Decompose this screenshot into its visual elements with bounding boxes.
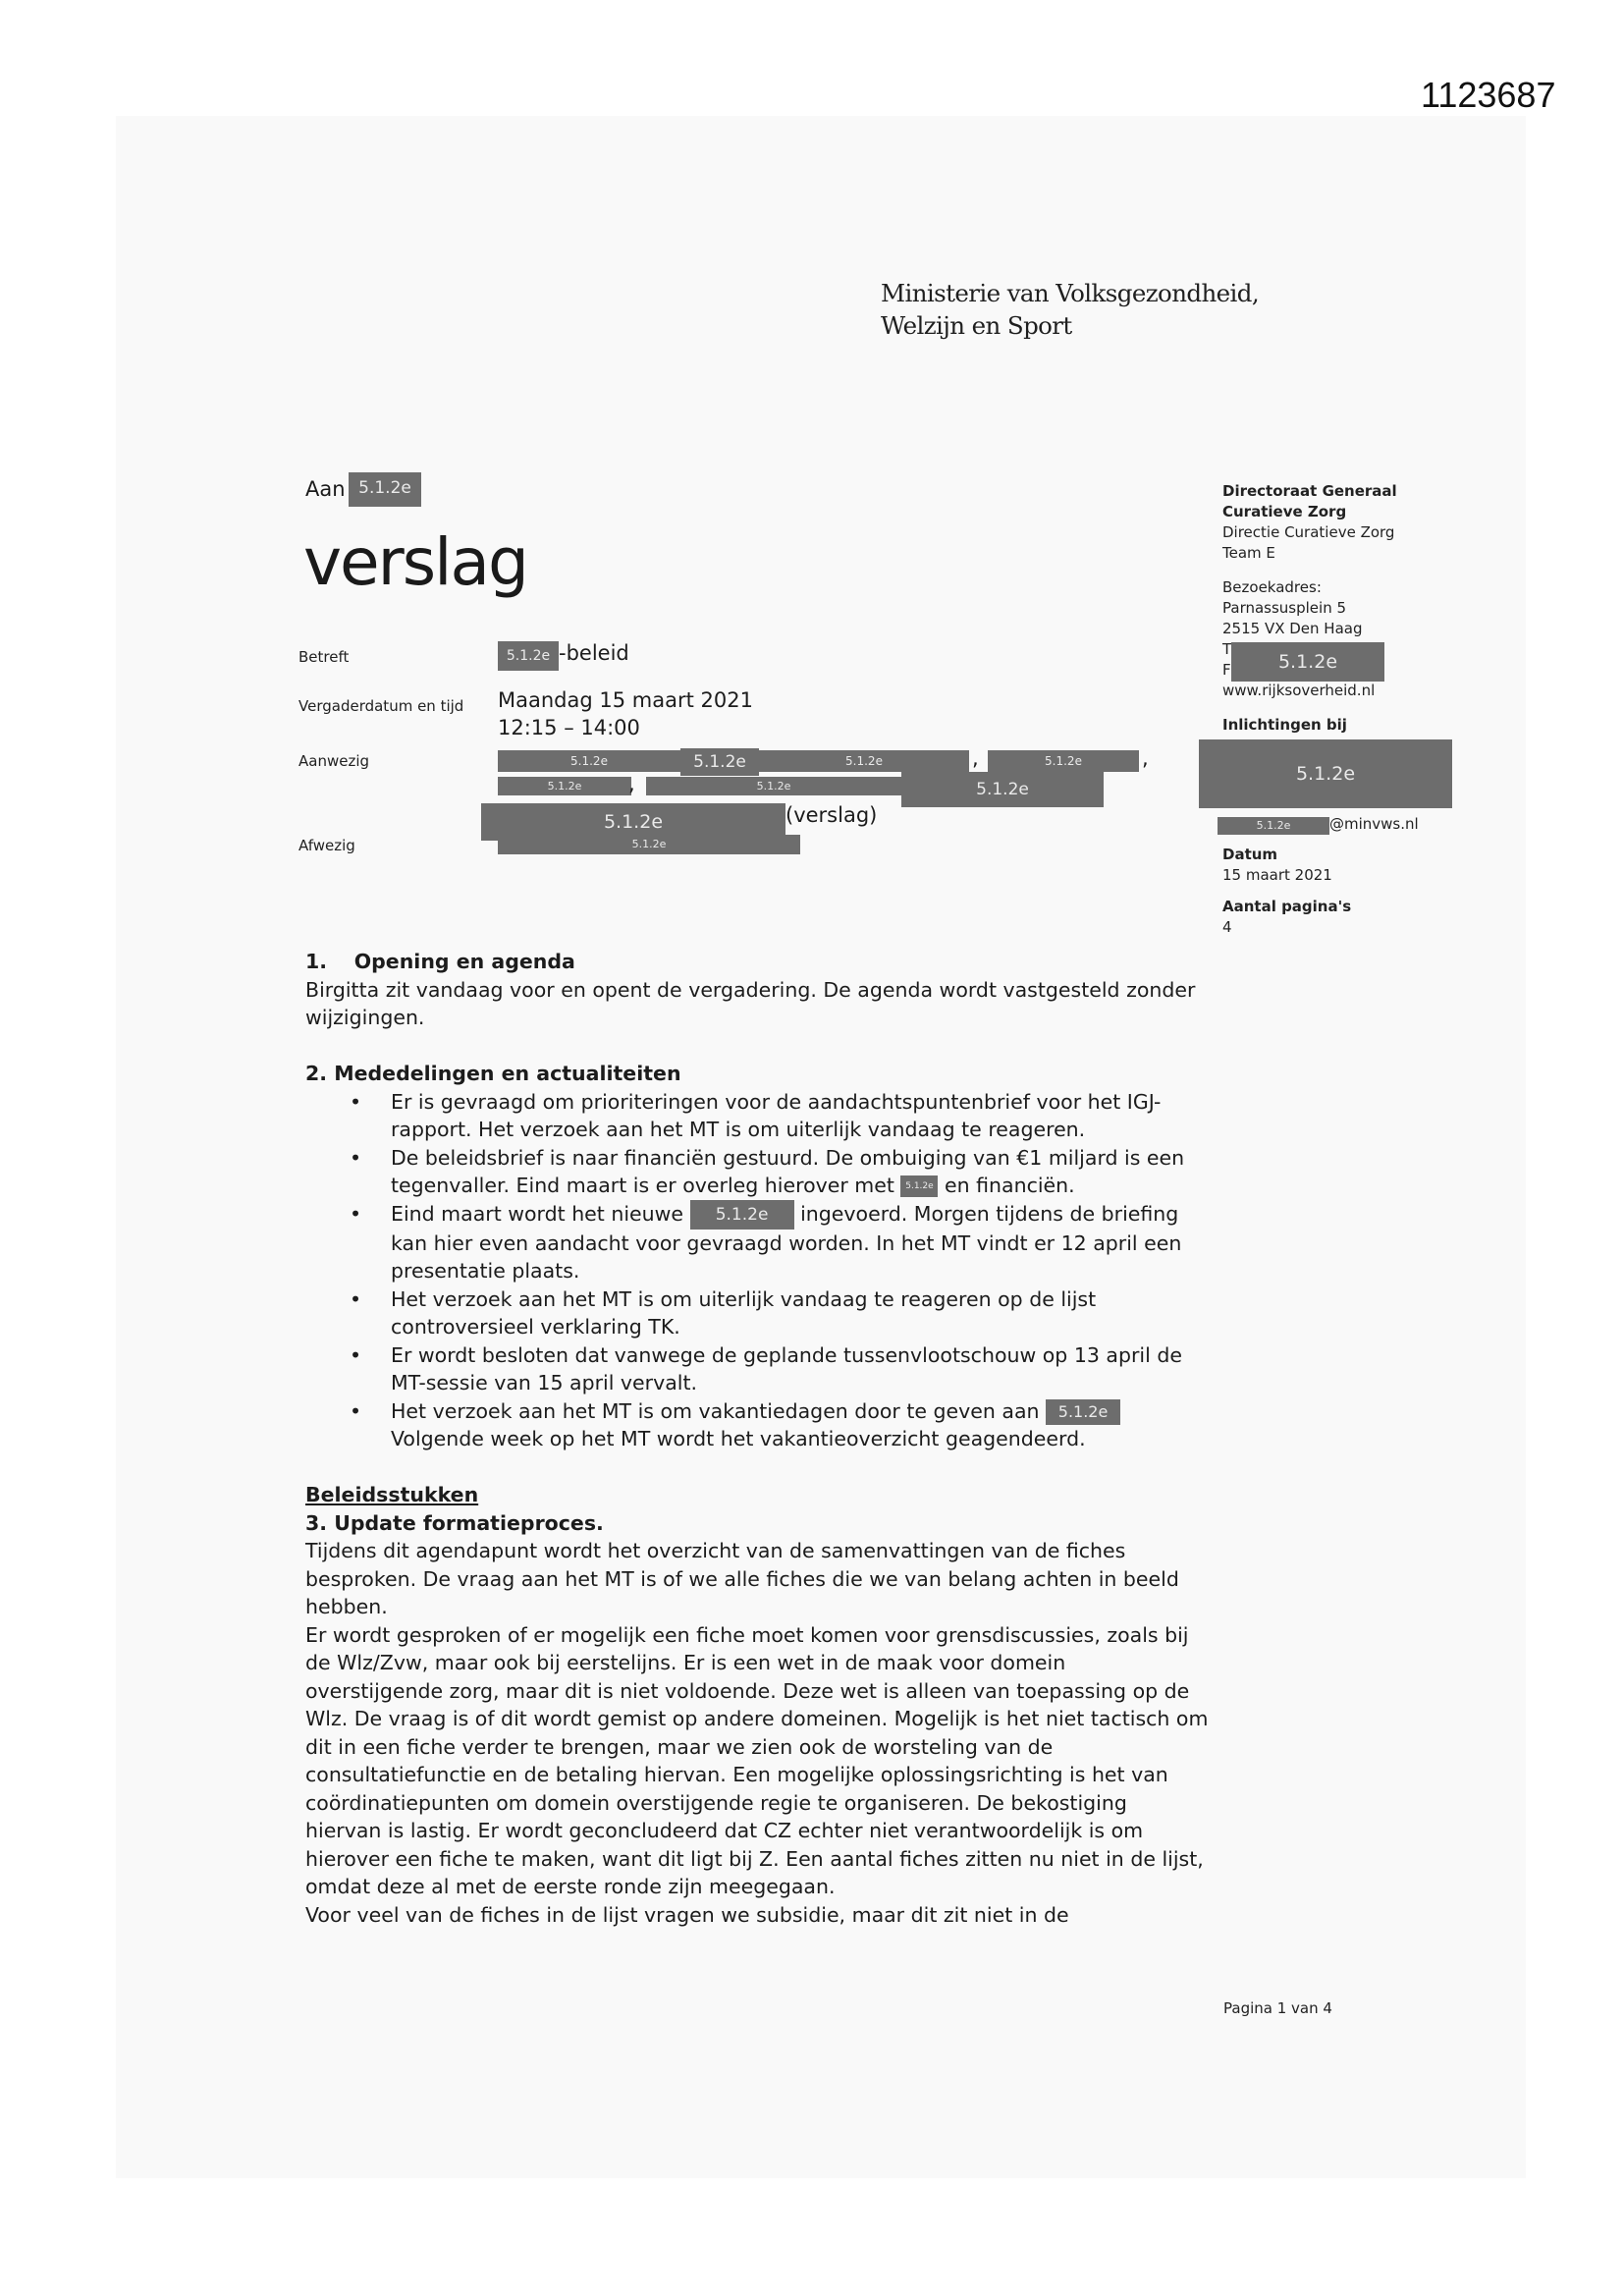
ministry-line-2: Welzijn en Sport: [881, 311, 1072, 340]
list-item: • Er wordt besloten dat vanwege de geplande tussenvlootschouw op 13 april de MT-sessie van 15 april vervalt.: [305, 1341, 1209, 1397]
fax-label: F: [1222, 661, 1231, 679]
announcements-list: [305, 1088, 1209, 1453]
datum-label: Datum: [1222, 846, 1278, 863]
aanwezig-label: Aanwezig: [298, 752, 370, 770]
sidebar-org: [1222, 481, 1397, 564]
beleidsstukken-heading: Beleidsstukken: [305, 1483, 479, 1506]
sidebar-paginas: [1222, 897, 1351, 938]
redaction-aanwezig-3: 5.1.2e: [759, 750, 969, 772]
redaction-aanwezig-7: 5.1.2e: [901, 772, 1104, 807]
list-item: • Het verzoek aan het MT is om uiterlijk vandaag te reageren op de lijst controversieel verklaring TK.: [305, 1285, 1209, 1341]
address-line-1: Parnassusplein 5: [1222, 599, 1347, 617]
sidebar-org-1: Directoraat Generaal: [1222, 482, 1397, 500]
redaction-verslag: 5.1.2e: [481, 803, 785, 841]
inlichtingen-label: Inlichtingen bij: [1222, 716, 1347, 734]
email-suffix: @minvws.nl: [1329, 815, 1419, 833]
afwezig-label: Afwezig: [298, 837, 355, 854]
list-item: • Er is gevraagd om prioriteringen voor de aandachtspuntenbrief voor het IGJ-rapport. Het verzoek aan het MT is om uiterlijk vandaag te reageren.: [305, 1088, 1209, 1144]
paginas-label: Aantal pagina's: [1222, 898, 1352, 915]
redaction-inline: 5.1.2e: [690, 1200, 794, 1230]
redaction-aanwezig-6: 5.1.2e: [646, 777, 901, 795]
redaction-email: 5.1.2e: [1218, 817, 1329, 835]
document-title: verslag: [303, 524, 527, 600]
redaction-phone-fax: 5.1.2e: [1231, 642, 1384, 682]
section-2-heading: 2. Mededelingen en actualiteiten: [305, 1062, 681, 1085]
redaction-aanwezig-5: 5.1.2e: [498, 777, 631, 795]
document-number: 1123687: [1421, 75, 1556, 115]
sidebar-address: [1222, 577, 1375, 701]
meeting-date: Maandag 15 maart 2021: [498, 688, 753, 712]
section-3-paragraph-2: Er wordt gesproken of er mogelijk een fiche moet komen voor grensdiscussies, zoals bij de Wlz/Zvw, maar ook bij eerstelijns. Er is een wet in de maak voor domein overstijgende zorg, maar dit is niet voldoende. Deze wet is alleen van toepassing op de Wlz. De vraag is of dit wordt gemist op andere domeinen. Mogelijk is het niet tactisch om dit in een fiche verder te brengen, maar we zien ook de worsteling van de consultatiefunctie en de betaling hiervan. Een mogelijke oplossingsrichting is het van coördinatiepunten om domein overstijgende regie te organiseren. De bekostiging hiervan is lastig. Er wordt geconcludeerd dat CZ echter niet verantwoordelijk is om hierover een fiche te maken, want dit ligt bij Z. Een aantal fiches zitten nu niet in de lijst, omdat deze al met de eerste ronde zijn meegegaan.: [305, 1622, 1209, 1898]
list-item: • Eind maart wordt het nieuwe 5.1.2e ingevoerd. Morgen tijdens de briefing kan hier even aandacht voor gevraagd worden. In het MT vindt er 12 april een presentatie plaats.: [305, 1200, 1209, 1285]
comma-3: ,: [628, 772, 635, 795]
meeting-time: 12:15 – 14:00: [498, 716, 640, 739]
redaction-aanwezig-2: 5.1.2e: [680, 748, 759, 776]
redaction-inline: 5.1.2e: [1046, 1399, 1120, 1425]
section-1-text: Birgitta zit vandaag voor en opent de vergadering. De agenda wordt vastgesteld zonder wijzigingen.: [305, 977, 1196, 1029]
section-3-paragraph-3: Voor veel van de fiches in de lijst vragen we subsidie, maar dit zit niet in de: [305, 1902, 1069, 1927]
spacer: [305, 1032, 1209, 1061]
sidebar-org-2: Curatieve Zorg: [1222, 503, 1347, 520]
redaction-aanwezig-1: 5.1.2e: [498, 750, 680, 772]
comma-1: ,: [972, 746, 979, 770]
betreft-label: Betreft: [298, 648, 350, 666]
paginas-value: 4: [1222, 918, 1232, 936]
verslag-note: (verslag): [785, 803, 878, 827]
vergaderdatum-label: Vergaderdatum en tijd: [298, 697, 464, 715]
ministry-logo-text: [881, 277, 1259, 342]
datum-value: 15 maart 2021: [1222, 866, 1332, 884]
tel-label: T: [1222, 640, 1232, 658]
section-3-paragraph-1: Tijdens dit agendapunt wordt het overzicht van de samenvattingen van de fiches besproken. De vraag aan het MT is of we alle fiches die we van belang achten in beeld hebben.: [305, 1539, 1179, 1618]
redaction-inline: 5.1.2e: [900, 1175, 938, 1197]
address-line-2: 2515 VX Den Haag: [1222, 620, 1363, 637]
page-number: Pagina 1 van 4: [1223, 1999, 1332, 2017]
aan-label: Aan: [305, 477, 346, 501]
website: www.rijksoverheid.nl: [1222, 682, 1376, 699]
comma-2: ,: [1142, 746, 1149, 770]
sidebar-datum: [1222, 845, 1332, 886]
section-1-heading: 1. Opening en agenda: [305, 950, 575, 973]
body-text: [305, 948, 1209, 1929]
spacer: [305, 1453, 1209, 1482]
redaction-aan: 5.1.2e: [349, 472, 421, 507]
section-3-heading: 3. Update formatieproces.: [305, 1510, 604, 1535]
sidebar-org-3: Directie Curatieve Zorg: [1222, 523, 1395, 541]
redaction-betreft: 5.1.2e: [498, 641, 559, 671]
list-item: • Het verzoek aan het MT is om vakantiedagen door te geven aan 5.1.2e Volgende week op het MT wordt het vakantieoverzicht geagendeerd.: [305, 1397, 1209, 1453]
sidebar-org-4: Team E: [1222, 544, 1275, 562]
list-item: • De beleidsbrief is naar financiën gestuurd. De ombuiging van €1 miljard is een tegenvaller. Eind maart is er overleg hierover met 5.1.2e en financiën.: [305, 1144, 1209, 1200]
ministry-line-1: Ministerie van Volksgezondheid,: [881, 279, 1260, 307]
betreft-suffix: -beleid: [559, 641, 629, 665]
redaction-aanwezig-4: 5.1.2e: [988, 750, 1139, 772]
redaction-afwezig: 5.1.2e: [498, 835, 800, 854]
redaction-inlichtingen: 5.1.2e: [1199, 739, 1452, 808]
bezoekadres-label: Bezoekadres:: [1222, 578, 1322, 596]
